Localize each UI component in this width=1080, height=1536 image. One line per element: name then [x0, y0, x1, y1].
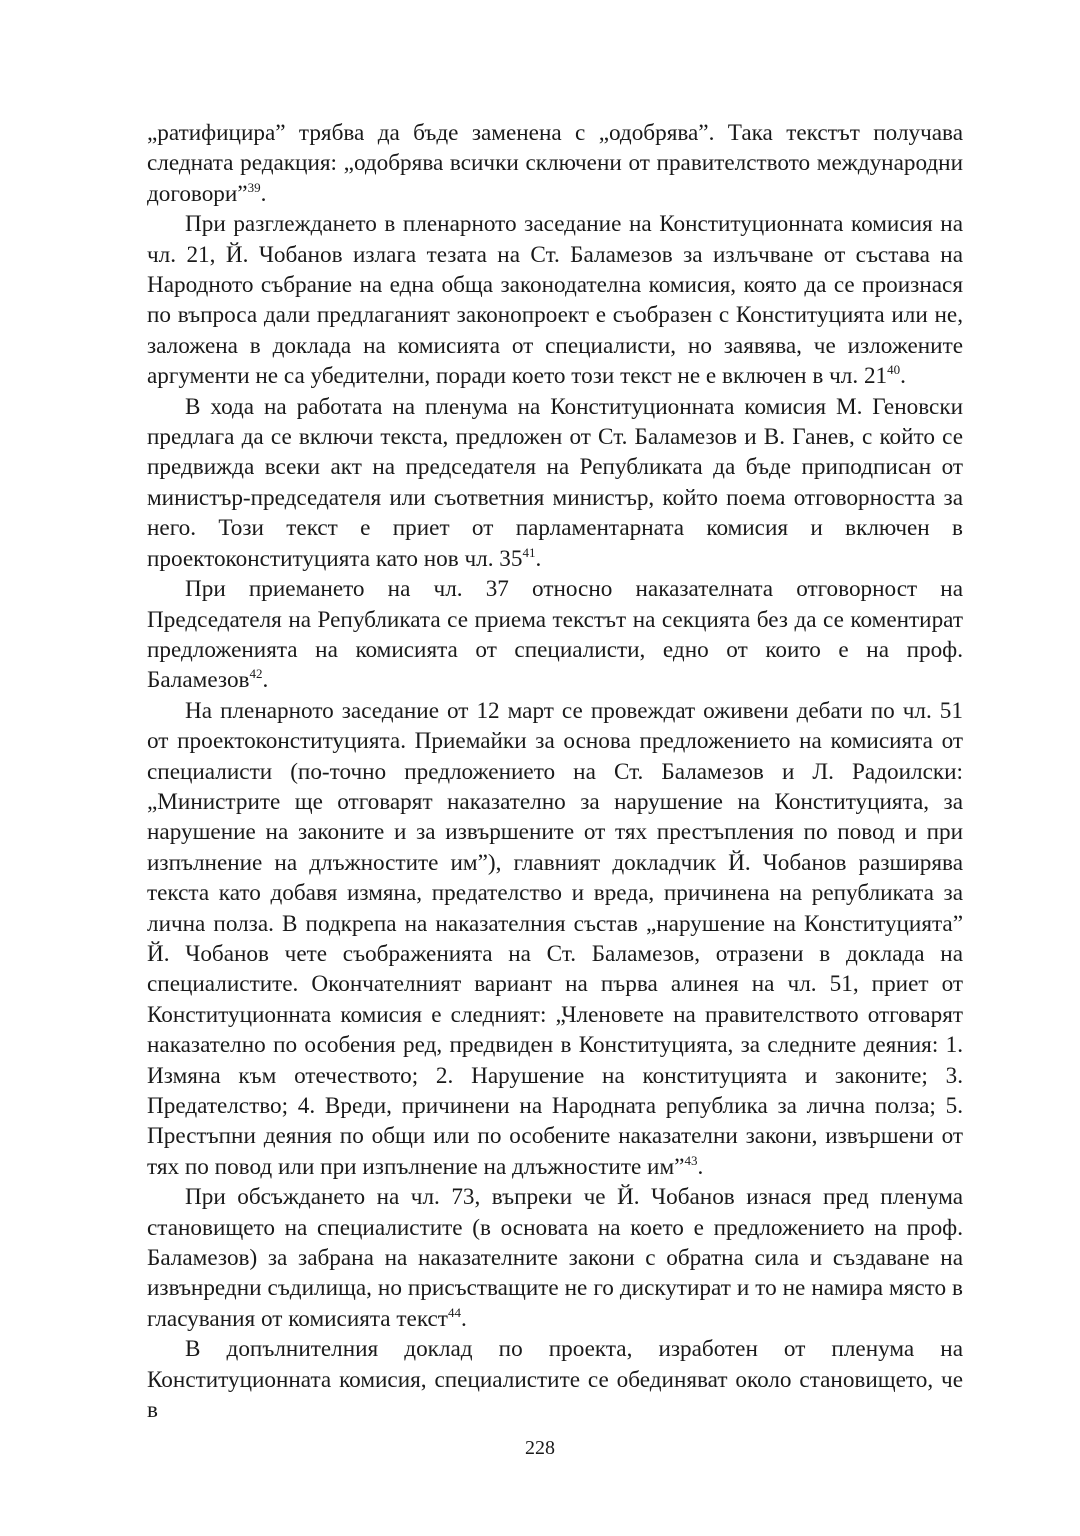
paragraph-4 — [147, 574, 963, 696]
paragraph-6 — [147, 1182, 963, 1334]
paragraph-tail: . — [535, 545, 542, 572]
footnote-ref-43: 43 — [684, 1152, 698, 1168]
paragraph-7 — [147, 1334, 963, 1425]
paragraph-text: При обсъждането на чл. 73, въпреки че Й. Чобанов изнася пред пленума становището на специалистите (в основата на което е предложението на проф. Баламезов) за забрана на наказателните закони с обратна сила и създаване на извънредни съдилища, но присъстващите не го дискутират и то не намира място в гласувания от комисията текст — [147, 1184, 963, 1332]
footnote-ref-41: 41 — [522, 544, 536, 560]
paragraph-text: В допълнителния доклад по проекта, изработен от пленума на Конституционната комисия, специалистите се обединяват около становището, че в — [147, 1336, 963, 1424]
footnote-ref-40: 40 — [887, 362, 901, 378]
page-number: 228 — [525, 1437, 555, 1459]
paragraph-3 — [147, 392, 963, 574]
paragraph-text: При разглеждането в пленарното заседание на Конституционната комисия на чл. 21, Й. Чобанов излага тезата на Ст. Баламезов за излъчване от състава на Народното събрание на една обща законодателна комисия, която да се произнася по въпроса дали предлаганият законопроект е съобразен с Конституцията или не, заложена в доклада на комисията от специалисти, но заявява, че изложените аргументи не са убедителни, поради което този текст не е включен в чл. 21 — [147, 211, 963, 390]
paragraph-text: При приемането на чл. 37 относно наказателната отговорност на Председателя на Републиката се приема текстът на секцията без да се коментират предложенията на комисията от специалисти, едно от които е на проф. Баламезов — [147, 576, 963, 694]
paragraph-5 — [147, 696, 963, 1183]
paragraph-tail: . — [260, 180, 267, 207]
paragraph-tail: . — [460, 1305, 467, 1332]
paragraph-tail: . — [697, 1153, 704, 1180]
footnote-ref-44: 44 — [447, 1304, 461, 1320]
paragraph-2 — [147, 209, 963, 391]
footnote-ref-39: 39 — [247, 179, 261, 195]
footnote-ref-42: 42 — [249, 666, 263, 682]
paragraph-tail: . — [900, 363, 906, 390]
paragraph-tail: . — [262, 667, 269, 694]
paragraph-1 — [147, 118, 963, 209]
page-body — [147, 118, 963, 1425]
paragraph-text: На пленарното заседание от 12 март се провеждат оживени дебати по чл. 51 от проектоконституцията. Приемайки за основа предложението на комисията от специалисти (по-точно предложението на Ст. Баламезов и Л. Радоилски: „Министрите ще отговарят наказателно за нарушение на Конституцията, за нарушение на законите и за извършените от тях престъпления по повод и при изпълнение на длъжностите им”), главният докладчик Й. Чобанов разширява текста като добавя измяна, предателство и вреда, причинена на републиката за лична полза. В подкрепа на наказателния състав „нарушение на Конституцията” Й. Чобанов чете съображенията на Ст. Баламезов, отразени в доклада на специалистите. Окончателният вариант на първа алинея на чл. 51, приет от Конституционната комисия е следният: „Членовете на правителството отговарят наказателно по особения ред, предвиден в Конституцията, за следните деяния: 1. Измяна към отечеството; 2. Нарушение на конституцията и законите; 3. Предателство; 4. Вреди, причинени на Народната република за лична полза; 5. Престъпни деяния по общи или по особените наказателни закони, извършени от тях по повод или при изпълнение на длъжностите им” — [147, 697, 963, 1180]
paragraph-text: „ратифицира” трябва да бъде заменена с „одобрява”. Така текстът получава следната редакция: „одобрява всички сключени от правителството международни договори” — [147, 120, 963, 207]
paragraph-text: В хода на работата на пленума на Конституционната комисия М. Геновски предлага да се включи текста, предложен от Ст. Баламезов и В. Ганев, с който се предвижда всеки акт на председателя на Републиката да бъде приподписан от министър-председателя или съответния министър, който поема отговорността за него. Този текст е приет от парламентарната комисия и включен в проектоконституцията като нов чл. 35 — [147, 393, 963, 572]
